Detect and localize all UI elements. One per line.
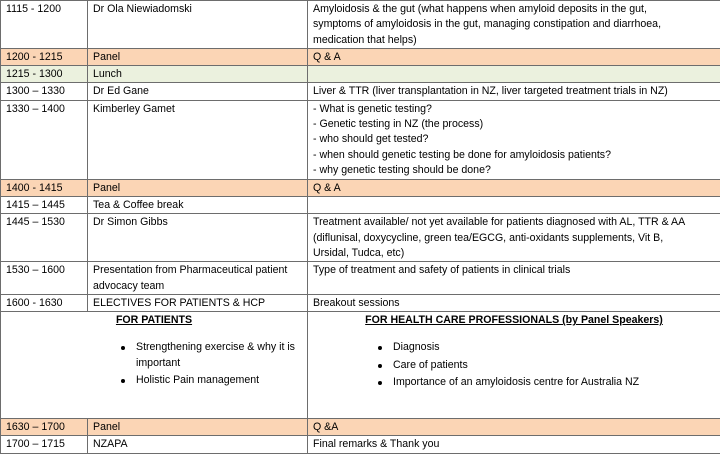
description-line: symptoms of amyloidosis in the gut, managing constipation and diarrhoea, bbox=[313, 17, 715, 32]
schedule-row bbox=[1, 179, 720, 196]
description-line: Q & A bbox=[313, 181, 715, 196]
schedule-row bbox=[1, 48, 720, 65]
schedule-row bbox=[1, 294, 720, 311]
description-cell bbox=[308, 83, 720, 100]
list-item: Importance of an amyloidosis centre for Australia NZ bbox=[393, 375, 715, 390]
description-cell bbox=[308, 262, 720, 295]
time-cell: 1530 – 1600 bbox=[1, 262, 88, 295]
speaker-cell: Kimberley Gamet bbox=[88, 100, 308, 179]
description-line: - Genetic testing in NZ (the process) bbox=[313, 117, 715, 132]
speaker-cell: Panel bbox=[88, 48, 308, 65]
time-cell: 1700 – 1715 bbox=[1, 436, 88, 453]
time-cell: 1200 - 1215 bbox=[1, 48, 88, 65]
patients-heading: FOR PATIENTS bbox=[6, 313, 302, 328]
hcp-heading: FOR HEALTH CARE PROFESSIONALS (by Panel Speakers) bbox=[313, 313, 715, 328]
time-cell: 1115 - 1200 bbox=[1, 1, 88, 49]
speaker-cell: Panel bbox=[88, 419, 308, 436]
time-cell: 1215 - 1300 bbox=[1, 66, 88, 83]
schedule-row bbox=[1, 419, 720, 436]
time-cell: 1300 – 1330 bbox=[1, 83, 88, 100]
description-line bbox=[313, 67, 715, 82]
description-cell bbox=[308, 48, 720, 65]
description-line: (diflunisal, doxycycline, green tea/EGCG, anti-oxidants supplements, Vit B, bbox=[313, 231, 715, 246]
description-line: - when should genetic testing be done for amyloidosis patients? bbox=[313, 148, 715, 163]
description-line: Final remarks & Thank you bbox=[313, 437, 715, 452]
list-item: Care of patients bbox=[393, 358, 715, 373]
schedule-row bbox=[1, 83, 720, 100]
time-cell: 1400 - 1415 bbox=[1, 179, 88, 196]
description-cell bbox=[308, 100, 720, 179]
description-line bbox=[313, 198, 715, 213]
description-line: - who should get tested? bbox=[313, 132, 715, 147]
description-line: Treatment available/ not yet available for patients diagnosed with AL, TTR & AA bbox=[313, 215, 715, 230]
description-cell bbox=[308, 197, 720, 214]
description-cell bbox=[308, 66, 720, 83]
time-cell: 1415 – 1445 bbox=[1, 197, 88, 214]
description-line: medication that helps) bbox=[313, 33, 715, 48]
time-cell: 1600 - 1630 bbox=[1, 294, 88, 311]
description-line: - why genetic testing should be done? bbox=[313, 163, 715, 178]
description-cell bbox=[308, 1, 720, 49]
hcp-list bbox=[313, 340, 715, 390]
description-cell bbox=[308, 214, 720, 262]
patients-electives-cell bbox=[1, 312, 308, 419]
schedule-row bbox=[1, 100, 720, 179]
description-cell bbox=[308, 419, 720, 436]
speaker-cell: Presentation from Pharmaceutical patient advocacy team bbox=[88, 262, 308, 295]
description-line: Type of treatment and safety of patients in clinical trials bbox=[313, 263, 715, 278]
speaker-cell: Lunch bbox=[88, 66, 308, 83]
schedule-row bbox=[1, 66, 720, 83]
description-line: Amyloidosis & the gut (what happens when amyloid deposits in the gut, bbox=[313, 2, 715, 17]
schedule-row bbox=[1, 262, 720, 295]
list-item: Holistic Pain management bbox=[136, 373, 301, 388]
schedule-row bbox=[1, 197, 720, 214]
description-line: Breakout sessions bbox=[313, 296, 715, 311]
speaker-cell: Dr Simon Gibbs bbox=[88, 214, 308, 262]
speaker-cell: ELECTIVES FOR PATIENTS & HCP bbox=[88, 294, 308, 311]
description-line: Q & A bbox=[313, 50, 715, 65]
time-cell: 1445 – 1530 bbox=[1, 214, 88, 262]
list-item: Diagnosis bbox=[393, 340, 715, 355]
schedule-row bbox=[1, 436, 720, 453]
patients-list bbox=[106, 340, 301, 388]
description-line: - What is genetic testing? bbox=[313, 102, 715, 117]
description-cell bbox=[308, 179, 720, 196]
description-line: Q &A bbox=[313, 420, 715, 435]
electives-row bbox=[1, 312, 720, 419]
description-cell bbox=[308, 436, 720, 453]
schedule-row bbox=[1, 1, 720, 49]
description-line: Ursidal, Tudca, etc) bbox=[313, 246, 715, 261]
speaker-cell: Tea & Coffee break bbox=[88, 197, 308, 214]
speaker-cell: NZAPA bbox=[88, 436, 308, 453]
speaker-cell: Dr Ola Niewiadomski bbox=[88, 1, 308, 49]
description-cell bbox=[308, 294, 720, 311]
time-cell: 1630 – 1700 bbox=[1, 419, 88, 436]
description-line: Liver & TTR (liver transplantation in NZ, liver targeted treatment trials in NZ) bbox=[313, 84, 715, 99]
hcp-electives-cell bbox=[308, 312, 720, 419]
list-item: Strengthening exercise & why it is important bbox=[136, 340, 301, 371]
speaker-cell: Dr Ed Gane bbox=[88, 83, 308, 100]
speaker-cell: Panel bbox=[88, 179, 308, 196]
time-cell: 1330 – 1400 bbox=[1, 100, 88, 179]
schedule-row bbox=[1, 214, 720, 262]
